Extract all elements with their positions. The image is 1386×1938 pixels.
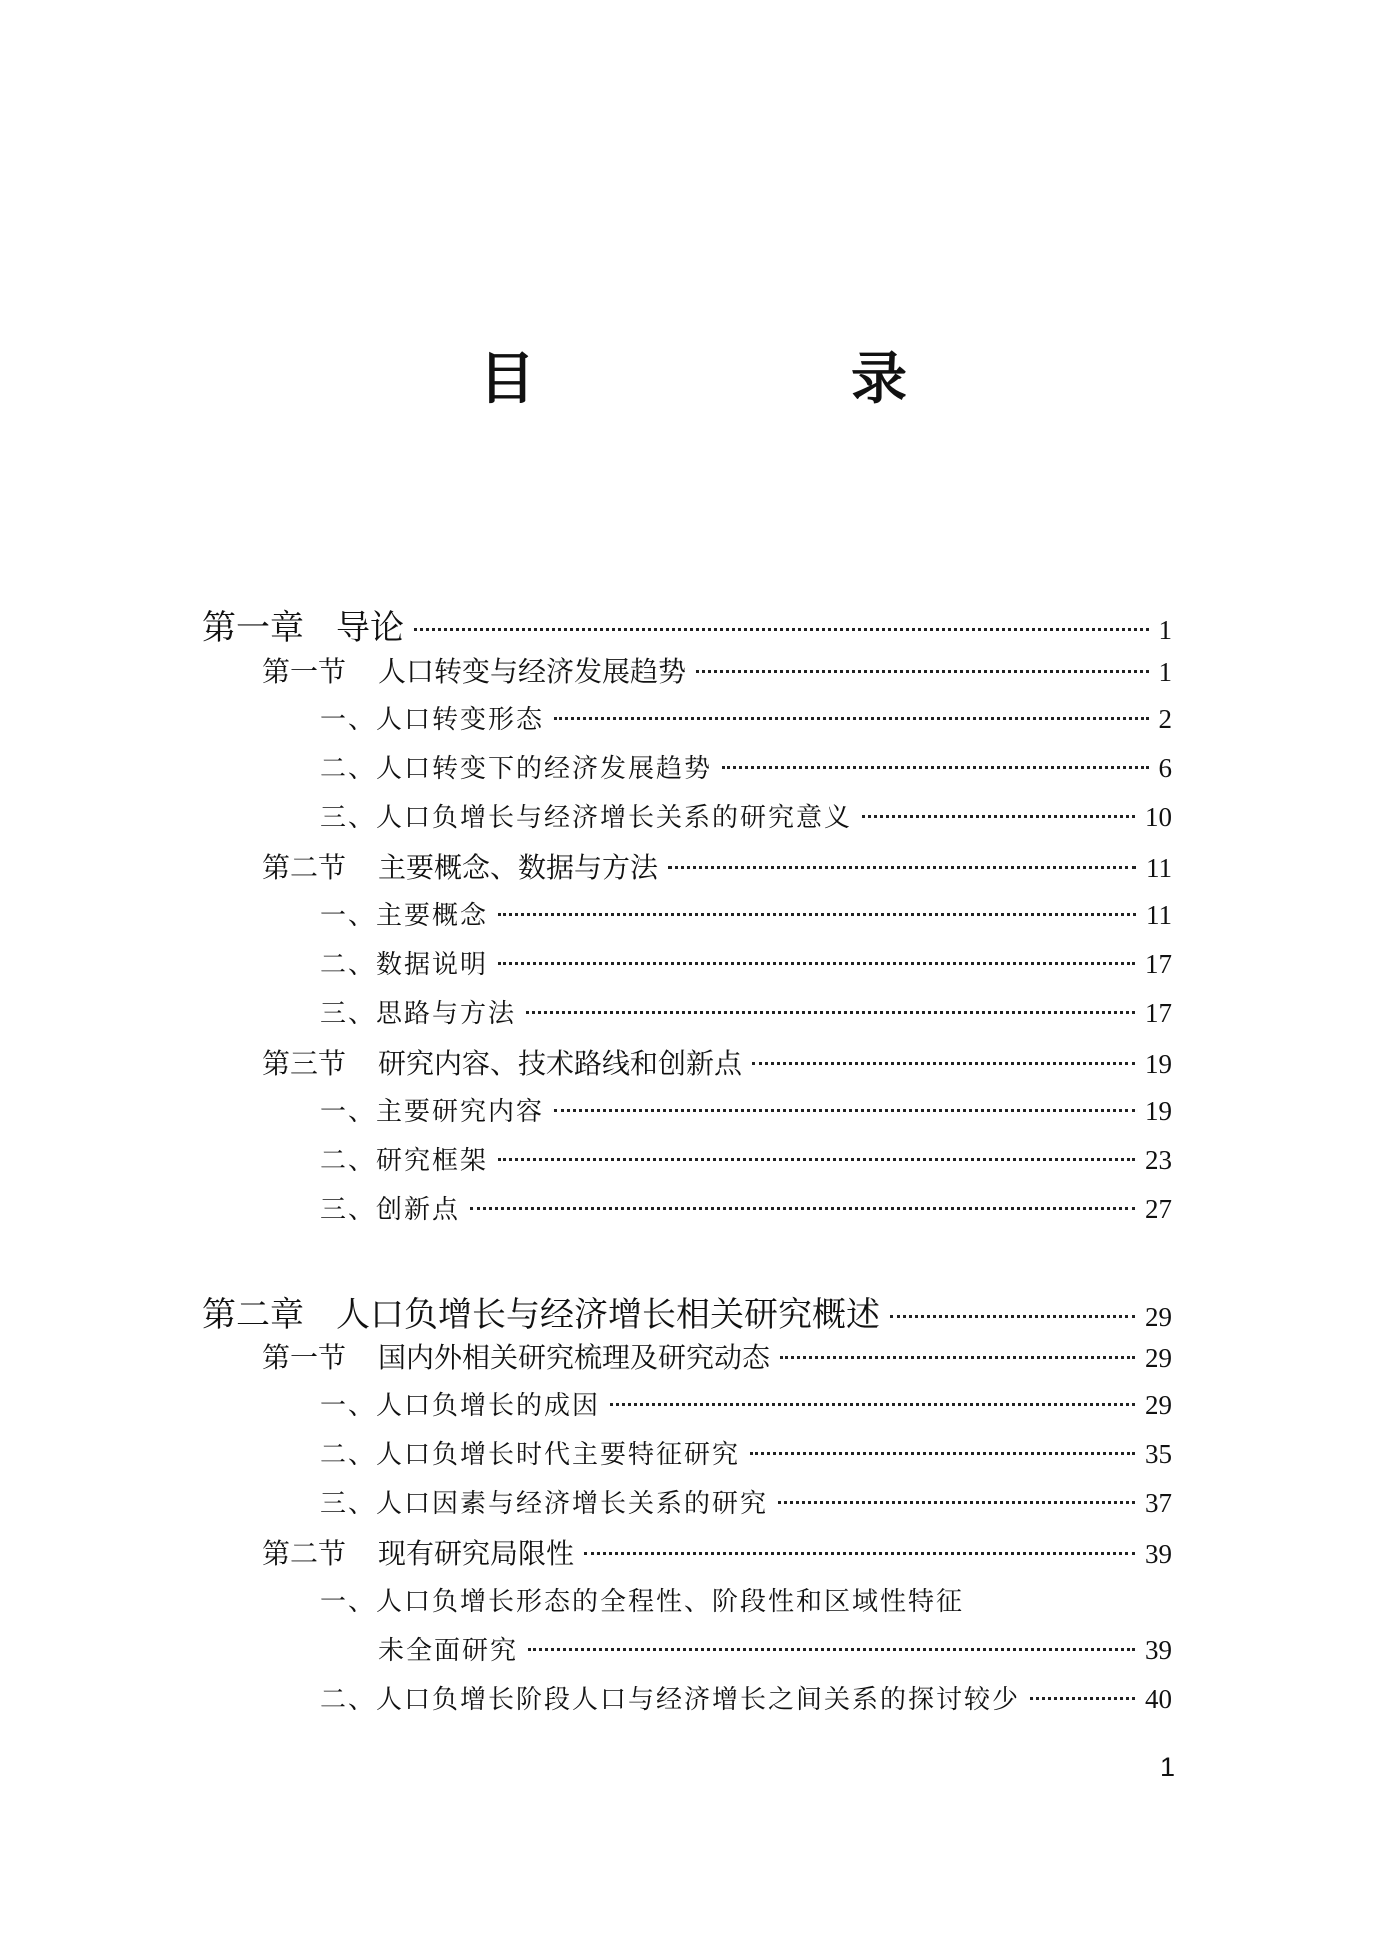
item-title: 一、人口负增长的成因 xyxy=(320,1391,601,1421)
folio-page-number: 1 xyxy=(1160,1752,1176,1782)
leader-dots xyxy=(750,1452,1135,1455)
item-title: 三、人口负增长与经济增长关系的研究意义 xyxy=(320,803,853,833)
page-number: 37 xyxy=(1145,1488,1172,1518)
leader-dots xyxy=(584,1552,1135,1555)
toc-item-continuation[interactable] xyxy=(378,1630,1172,1667)
leader-dots xyxy=(498,962,1135,965)
section-number: 第三节 xyxy=(262,1047,347,1080)
item-title: 二、人口负增长阶段人口与经济增长之间关系的探讨较少 xyxy=(320,1685,1021,1715)
item-title: 二、人口负增长时代主要特征研究 xyxy=(320,1440,741,1470)
toc-item[interactable] xyxy=(320,1581,1172,1618)
page-number: 35 xyxy=(1145,1439,1172,1469)
section-title: 人口转变与经济发展趋势 xyxy=(378,655,687,688)
toc-item[interactable] xyxy=(320,993,1172,1030)
toc-item[interactable] xyxy=(320,1483,1172,1520)
item-title: 一、主要概念 xyxy=(320,901,489,931)
leader-dots xyxy=(526,1011,1135,1014)
leader-dots xyxy=(696,670,1148,673)
item-title: 二、人口转变下的经济发展趋势 xyxy=(320,754,713,784)
toc-item[interactable] xyxy=(320,1189,1172,1226)
page-number: 17 xyxy=(1145,949,1172,979)
toc-section-1-3[interactable] xyxy=(262,1042,1172,1082)
chapter-number: 第二章 xyxy=(202,1295,304,1335)
toc-chapter-1[interactable] xyxy=(202,600,1172,649)
leader-dots xyxy=(890,1315,1135,1318)
toc-item[interactable] xyxy=(320,797,1172,834)
toc-section-2-1[interactable] xyxy=(262,1336,1172,1376)
section-number: 第二节 xyxy=(262,1537,347,1570)
toc-section-1-1[interactable] xyxy=(262,650,1172,690)
page-title: 目 录 xyxy=(479,347,1037,412)
page-number: 6 xyxy=(1158,753,1172,783)
page-number: 10 xyxy=(1145,802,1172,832)
item-title: 未全面研究 xyxy=(378,1636,519,1666)
leader-dots xyxy=(862,815,1135,818)
section-title: 主要概念、数据与方法 xyxy=(378,851,659,884)
toc-item[interactable] xyxy=(320,1140,1172,1177)
page-number: 39 xyxy=(1145,1635,1172,1665)
toc-item[interactable] xyxy=(320,895,1172,932)
page-number: 19 xyxy=(1145,1096,1172,1126)
item-title: 三、人口因素与经济增长关系的研究 xyxy=(320,1489,769,1519)
leader-dots xyxy=(498,913,1136,916)
page-number: 23 xyxy=(1145,1145,1172,1175)
section-title: 国内外相关研究梳理及研究动态 xyxy=(378,1341,771,1374)
page-number: 40 xyxy=(1145,1684,1172,1714)
toc-item[interactable] xyxy=(320,1385,1172,1422)
section-title: 现有研究局限性 xyxy=(378,1537,575,1570)
chapter-title: 人口负增长与经济增长相关研究概述 xyxy=(336,1295,880,1335)
item-title: 三、思路与方法 xyxy=(320,999,517,1029)
section-number: 第一节 xyxy=(262,655,347,688)
item-title: 二、研究框架 xyxy=(320,1146,489,1176)
page-number: 27 xyxy=(1145,1194,1172,1224)
leader-dots xyxy=(780,1356,1135,1359)
toc-section-1-2[interactable] xyxy=(262,846,1172,886)
toc-item[interactable] xyxy=(320,944,1172,981)
leader-dots xyxy=(528,1648,1135,1651)
section-number: 第二节 xyxy=(262,851,347,884)
toc-item[interactable] xyxy=(320,1679,1172,1716)
item-title: 一、主要研究内容 xyxy=(320,1097,545,1127)
chapter-number: 第一章 xyxy=(202,608,304,648)
toc-item[interactable] xyxy=(320,699,1172,736)
toc-item[interactable] xyxy=(320,748,1172,785)
chapter-title: 导论 xyxy=(336,608,404,648)
toc-chapter-2[interactable] xyxy=(202,1287,1172,1336)
item-title: 二、数据说明 xyxy=(320,950,489,980)
leader-dots xyxy=(498,1158,1135,1161)
page-number: 39 xyxy=(1145,1539,1172,1569)
leader-dots xyxy=(778,1501,1135,1504)
leader-dots xyxy=(554,717,1148,720)
page-number: 19 xyxy=(1145,1049,1172,1079)
toc-section-2-2[interactable] xyxy=(262,1532,1172,1572)
leader-dots xyxy=(752,1062,1135,1065)
page-number: 29 xyxy=(1145,1343,1172,1373)
toc-item[interactable] xyxy=(320,1434,1172,1471)
leader-dots xyxy=(554,1109,1135,1112)
section-number: 第一节 xyxy=(262,1341,347,1374)
item-title: 三、创新点 xyxy=(320,1195,461,1225)
section-title: 研究内容、技术路线和创新点 xyxy=(378,1047,743,1080)
item-title: 一、人口转变形态 xyxy=(320,705,545,735)
page-number: 11 xyxy=(1146,853,1172,883)
toc-item[interactable] xyxy=(320,1091,1172,1128)
leader-dots xyxy=(414,628,1149,631)
page-number: 11 xyxy=(1146,900,1172,930)
page-number: 17 xyxy=(1145,998,1172,1028)
leader-dots xyxy=(1030,1697,1135,1700)
leader-dots xyxy=(470,1207,1135,1210)
item-title: 一、人口负增长形态的全程性、阶段性和区域性特征 xyxy=(320,1587,965,1617)
leader-dots xyxy=(722,766,1148,769)
leader-dots xyxy=(610,1403,1135,1406)
page-number: 1 xyxy=(1158,657,1172,687)
page-number: 29 xyxy=(1145,1390,1172,1420)
page-number: 29 xyxy=(1145,1302,1172,1332)
page-number: 2 xyxy=(1158,704,1172,734)
page-number: 1 xyxy=(1158,615,1172,645)
leader-dots xyxy=(668,866,1136,869)
